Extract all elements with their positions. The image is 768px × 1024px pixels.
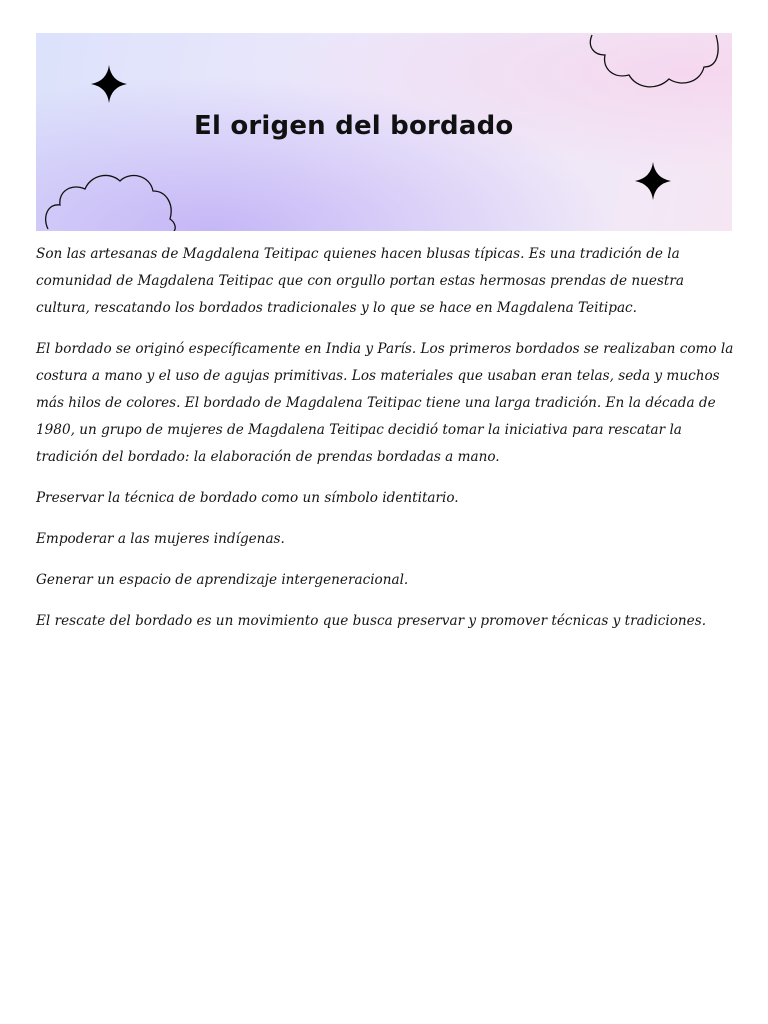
cloud-outline-icon — [590, 35, 718, 87]
paragraph-history: El bordado se originó específicamente en India y París. Los primeros bordados se realizaban como la costura a mano y el uso de agujas primitivas. Los materiales que usaban eran telas, seda y muchos más hilos de colores. El bordado de Magdalena Teitipac tiene una larga tradición. En la década de 1980, un grupo de mujeres de Magdalena Teitipac decidió tomar la iniciativa para rescatar la tradición del bordado: la elaboración de prendas bordadas a mano. — [36, 341, 734, 465]
cloud-outline-icon — [46, 175, 176, 231]
objective-preserve: Preservar la técnica de bordado como un símbolo identitario. — [36, 490, 459, 506]
header-banner — [36, 33, 732, 231]
objective-empower: Empoderar a las mujeres indígenas. — [36, 531, 285, 547]
page-title: El origen del bordado — [194, 111, 514, 141]
sparkle-icon — [635, 162, 671, 200]
objective-learning: Generar un espacio de aprendizaje intergeneracional. — [36, 572, 409, 588]
paragraph-conclusion: El rescate del bordado es un movimiento que busca preservar y promover técnicas y tradiciones. — [36, 613, 707, 629]
paragraph-intro: Son las artesanas de Magdalena Teitipac quienes hacen blusas típicas. Es una tradición de la comunidad de Magdalena Teitipac que con orgullo portan estas hermosas prendas de nuestra cultura, rescatando los bordados tradicionales y lo que se hace en Magdalena Teitipac. — [36, 246, 684, 316]
article-body — [36, 241, 736, 649]
sparkle-icon — [91, 65, 127, 103]
